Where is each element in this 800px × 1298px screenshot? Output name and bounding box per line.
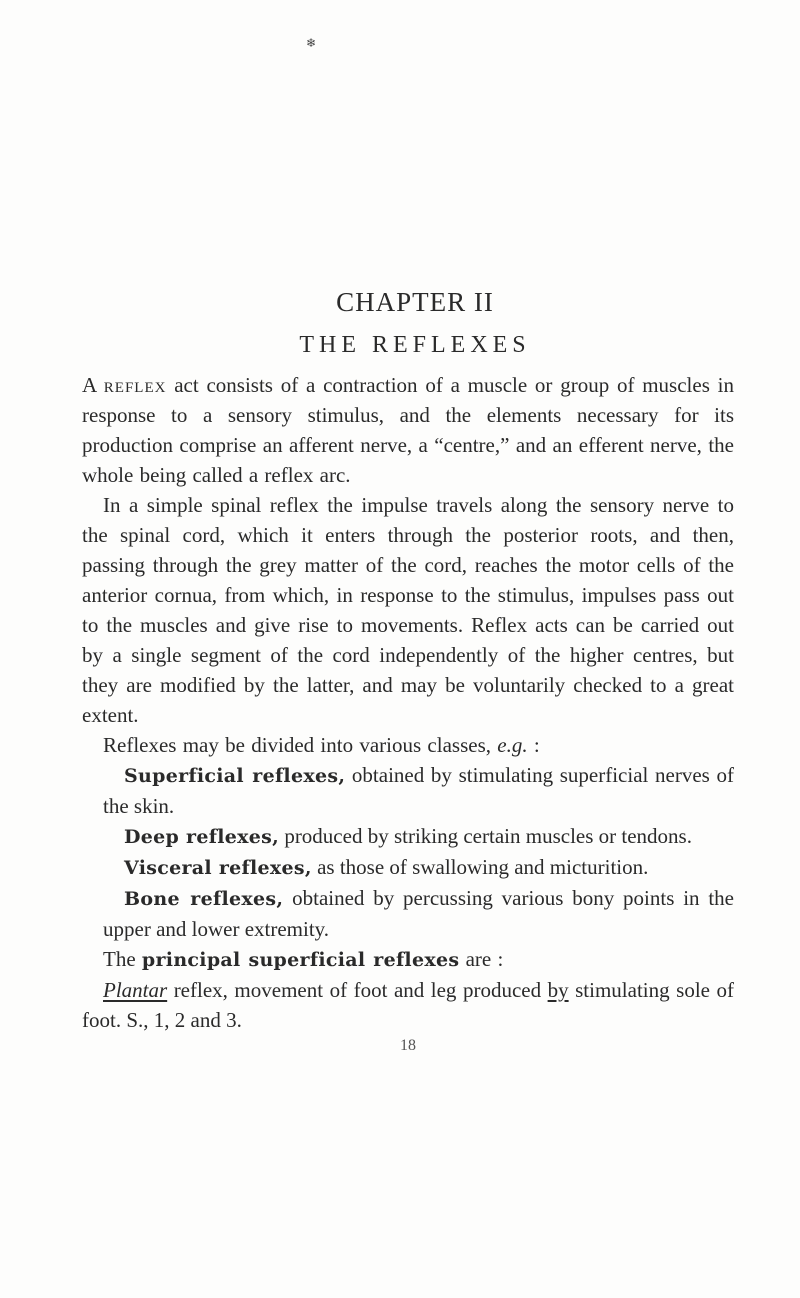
paragraph-plantar [82,975,734,1035]
reflex-classes-list [82,760,734,944]
class-term: Visceral reflexes, [124,857,312,879]
paragraph-definition [82,370,734,490]
reflex-term: reflex [103,373,167,397]
classes-intro-colon: : [527,733,540,757]
paragraph-definition-text: act consists of a contraction of a muscle or group of muscles in response to a sensory stimulus, and the elements necessary for its production comprise an afferent nerve, a “centre,” and an efferent nerve, the whole being called a reflex arc. [82,373,734,487]
principal-lead: The [103,947,142,971]
class-term: Bone reflexes, [124,888,284,910]
class-text: obtained by stimulating superficial nerves of the skin. [103,763,734,818]
class-text: produced by striking certain muscles or tendons. [279,824,692,848]
page-number: 18 [400,1037,416,1054]
class-text: as those of swallowing and micturition. [311,855,649,879]
paragraph-classes-intro [82,730,734,760]
class-text: obtained by percussing various bony points in the upper and lower extremity. [103,886,734,941]
chapter-label: CHAPTER II [336,287,494,317]
paragraph-spinal-reflex: In a simple spinal reflex the impulse travels along the sensory nerve to the spinal cord, which it enters through the posterior roots, and then, passing through the grey matter of the cord, reaches the motor cells of the anterior cornua, from which, in response to the stimulus, impulses pass out to the muscles and give rise to movements. Reflex acts can be carried out by a single segment of the cord independently of the higher centres, but they are modified by the latter, and may be voluntarily checked to a great extent. [82,493,734,727]
plantar-text-after: stimulating sole of foot. S., 1, 2 and 3. [82,978,734,1032]
plantar-text-before: reflex, movement of foot and leg produced [167,978,548,1002]
classes-intro-text: Reflexes may be divided into various classes, [103,733,491,757]
printer-mark: ❄ [306,36,317,50]
list-item [82,852,734,883]
class-term: Superficial reflexes, [124,765,346,787]
principal-tail: are : [459,947,504,971]
paragraph-principal [82,944,734,975]
list-item [82,760,734,821]
list-item [82,883,734,944]
principal-term: principal superficial reflexes [141,949,460,971]
classes-intro-eg: e.g. [497,733,528,757]
class-term: Deep reflexes, [124,826,280,848]
paragraph-definition-lead: A [82,373,104,397]
plantar-underlined: by [547,978,569,1002]
list-item [82,821,734,852]
page-body [82,286,734,1057]
plantar-term: Plantar [103,978,168,1002]
chapter-title: THE REFLEXES [299,332,531,358]
